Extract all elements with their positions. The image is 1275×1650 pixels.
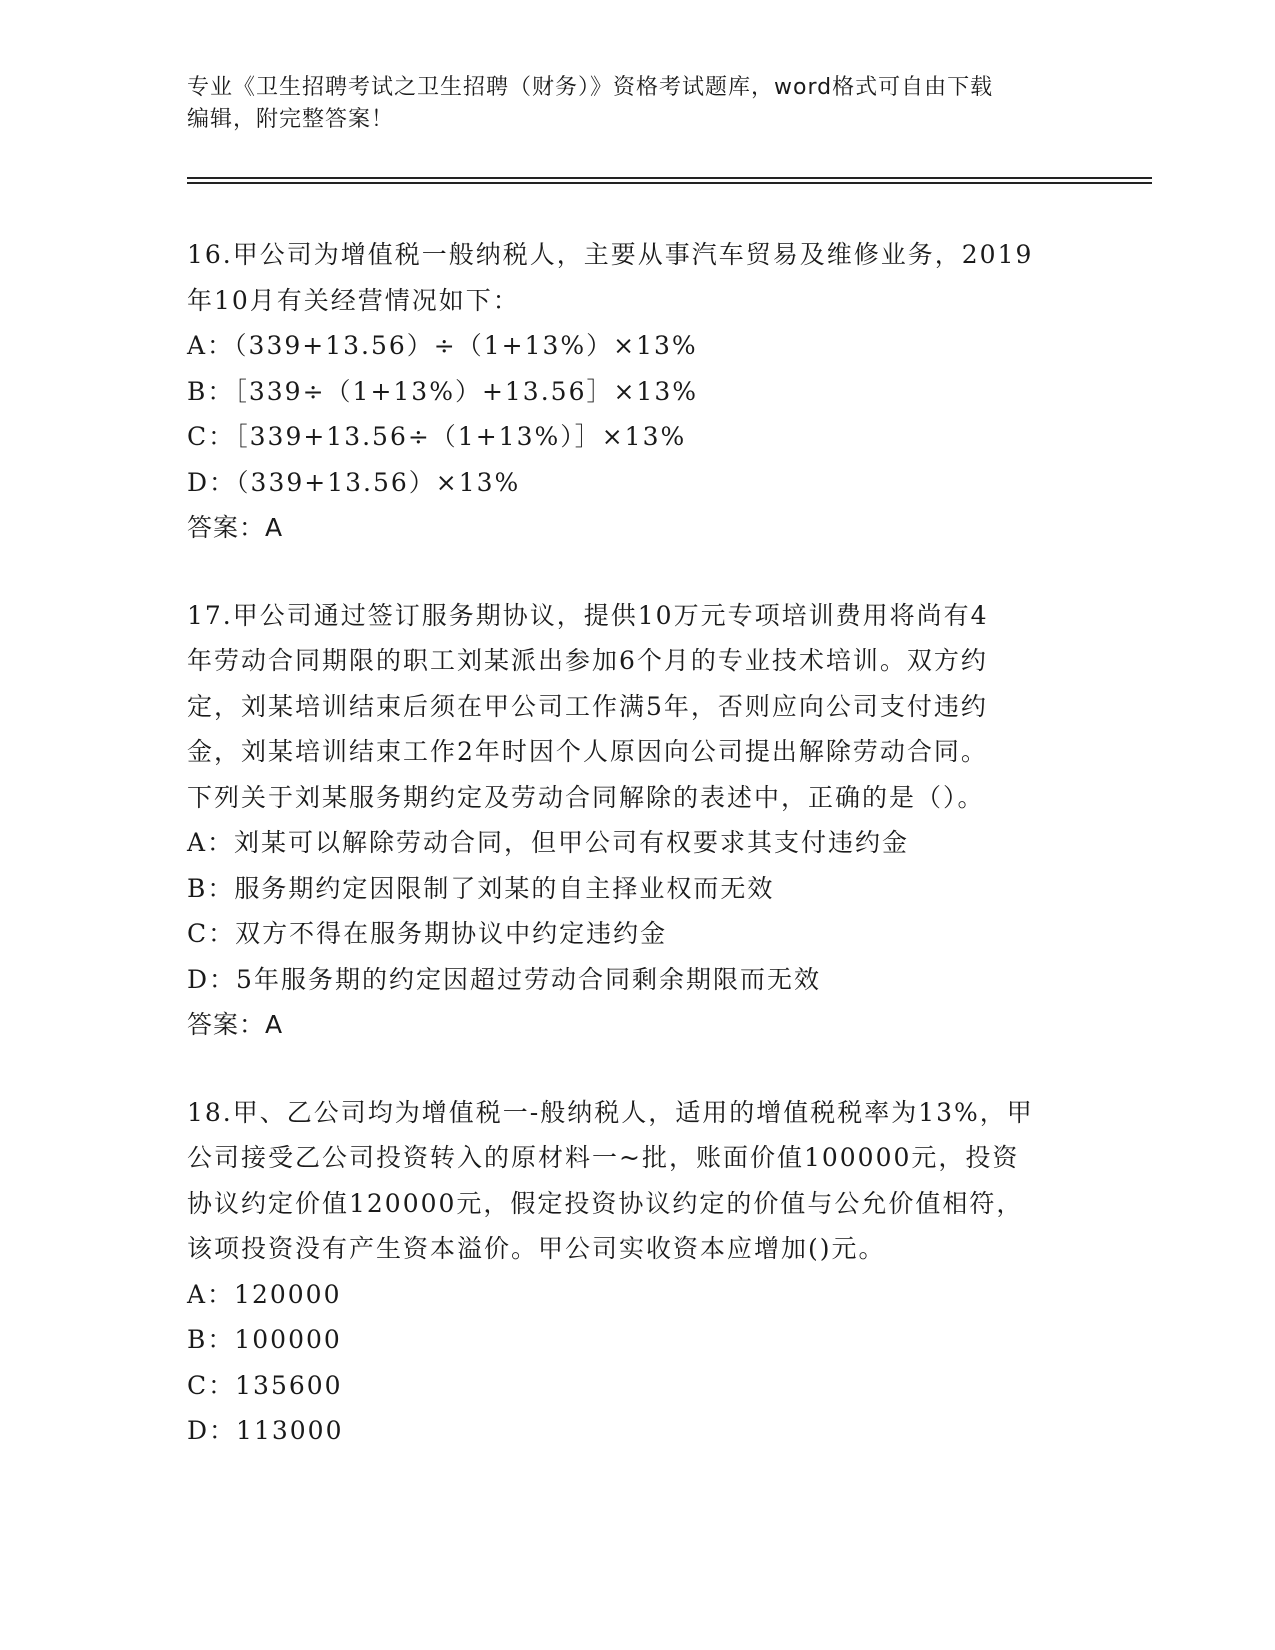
question-line: 金，刘某培训结束工作2年时因个人原因向公司提出解除劳动合同。 [187,737,988,766]
question-line: 公司接受乙公司投资转入的原材料一~批，账面价值100000元，投资 [187,1143,1020,1172]
question-text [187,593,1087,821]
option-b: B：服务期约定因限制了刘某的自主择业权而无效 [187,873,775,903]
header-line: 编辑，附完整答案！ [187,107,395,132]
question-line: 17.甲公司通过签订服务期协议，提供10万元专项培训费用将尚有4 [187,600,989,630]
option-d: D：113000 [187,1416,344,1445]
header-line: 专业《卫生招聘考试之卫生招聘（财务）》资格考试题库，word格式可自由下载 [187,75,994,100]
option-b: B：［339÷（1+13%）+13.56］×13% [187,376,698,406]
question-line: 定，刘某培训结束后须在甲公司工作满5年，否则应向公司支付违约 [187,691,988,721]
option-a: A：刘某可以解除劳动合同，但甲公司有权要求其支付违约金 [187,828,910,857]
header-divider-bottom [187,182,1152,184]
header-divider-top [187,177,1152,179]
option-c: C：双方不得在服务期协议中约定违约金 [187,919,668,948]
question-text [187,232,1087,323]
document-header [187,72,1077,136]
option-d: D：5年服务期的约定因超过劳动合同剩余期限而无效 [187,964,821,994]
question-text [187,1090,1087,1272]
option-d: D：（339+13.56）×13% [187,467,521,497]
option-a: A：（339+13.56）÷（1+13%）×13% [187,331,698,360]
question-17 [187,593,1087,1048]
question-line: 该项投资没有产生资本溢价。甲公司实收资本应增加()元。 [187,1234,886,1263]
question-line: 18.甲、乙公司均为增值税一-般纳税人，适用的增值税税率为13%，甲 [187,1097,1034,1127]
option-c: C：［339+13.56÷（1+13%）］×13% [187,422,687,451]
question-line: 16.甲公司为增值税一般纳税人，主要从事汽车贸易及维修业务，2019 [187,240,1034,269]
option-a: A：120000 [187,1279,342,1309]
option-b: B：100000 [187,1325,342,1354]
answer: 答案：A [187,513,284,542]
option-c: C：135600 [187,1370,343,1400]
question-line: 协议约定价值120000元，假定投资协议约定的价值与公允价值相符， [187,1188,1024,1218]
question-line: 年10月有关经营情况如下： [187,285,520,315]
answer: 答案：A [187,1010,284,1039]
question-line: 年劳动合同期限的职工刘某派出参加6个月的专业技术培训。双方约 [187,646,988,675]
question-16 [187,232,1087,551]
question-list [187,232,1087,1496]
question-18 [187,1090,1087,1454]
question-line: 下列关于刘某服务期约定及劳动合同解除的表述中，正确的是（）。 [187,782,985,812]
